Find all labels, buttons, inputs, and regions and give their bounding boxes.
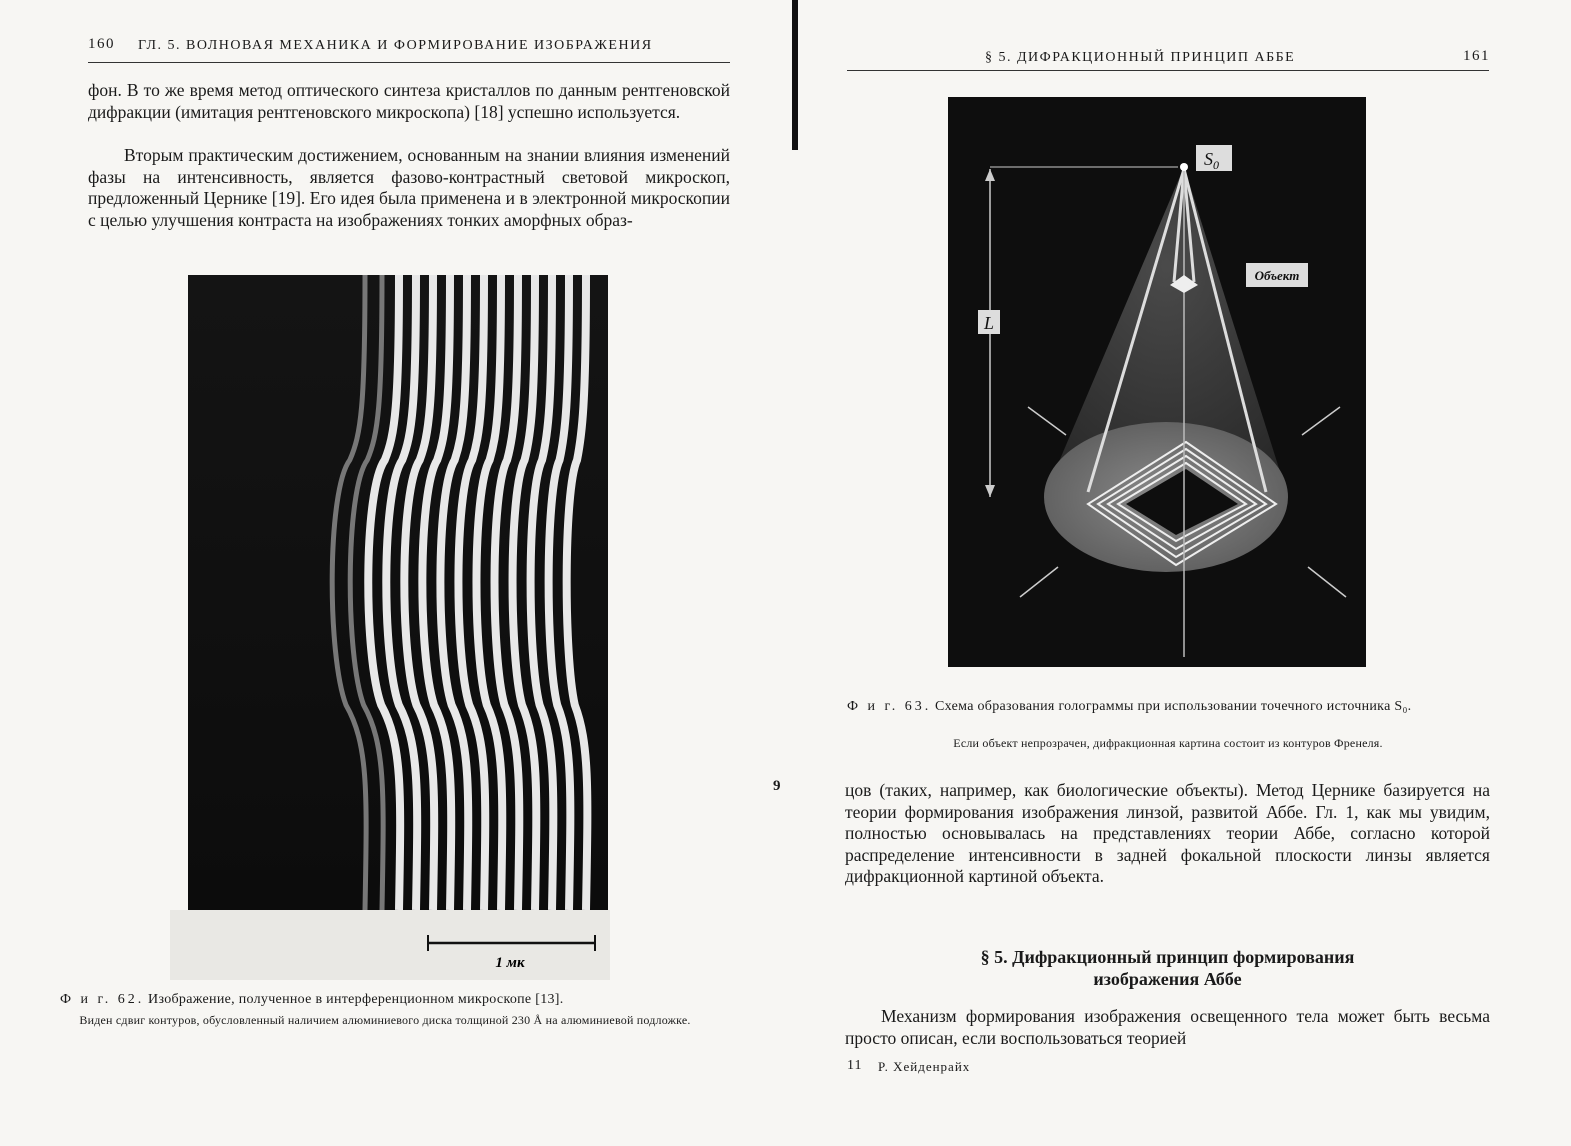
section-title-line-2: изображения Аббе <box>1093 969 1242 989</box>
figure-62-caption-text: Изображение, полученное в интерференционном микроскопе [13]. <box>148 992 564 1007</box>
scale-area <box>170 910 610 980</box>
left-page <box>0 0 785 1146</box>
running-title-right: § 5. ДИФРАКЦИОННЫЙ ПРИНЦИП АББЕ <box>985 50 1296 65</box>
figure-62-subcaption: Виден сдвиг контуров, обусловленный наличием алюминиевого диска толщиной 230 Å на алюминиевой подложке. <box>79 1013 691 1027</box>
section-title-line-1: § 5. Дифракционный принцип формирования <box>980 947 1355 967</box>
object-label: Объект <box>1254 268 1300 283</box>
footer-signature-number: 11 <box>847 1058 863 1073</box>
paragraph-1: фон. В то же время метод оптического синтеза кристаллов по данным рентгеновской дифракции (имитация рентгеновского микроскопа) [18] успешно используется. <box>88 80 730 122</box>
figure-63-caption-text: Схема образования голограммы при использовании точечного источника S₀. <box>935 699 1412 714</box>
paragraph-2: Вторым практическим достижением, основанным на знании влияния изменений фазы на интенсивность, является фазово-контрастный световой микроскоп, предложенный Цернике [19]. Его идея была применена и в электронной микроскопии с целью улучшения контраста на изображениях тонких аморфных образ- <box>88 145 730 230</box>
scale-label: 1 мк <box>495 955 525 971</box>
figure-62-image <box>170 275 610 980</box>
figure-63-caption-label: Ф и г. 63. <box>847 699 932 714</box>
paragraph-4: Механизм формирования изображения освещенного тела может быть весьма просто описан, если воспользоваться теорией <box>845 1006 1490 1048</box>
figure-63-image <box>948 97 1366 667</box>
header-rule-right <box>847 70 1489 71</box>
figure-63-caption <box>847 699 1489 715</box>
page-number-right: 161 <box>1463 48 1490 64</box>
figure-62-caption-label: Ф и г. 62. <box>60 992 145 1007</box>
distance-label: L <box>983 313 995 333</box>
page-number-left: 160 <box>88 36 115 52</box>
point-source <box>1180 163 1188 171</box>
figure-63-subcaption: Если объект непрозрачен, дифракционная картина состоит из контуров Френеля. <box>953 736 1383 750</box>
paragraph-3: цов (таких, например, как биологические объекты). Метод Цернике базируется на теории формирования изображения линзой, развитой Аббе. Гл. 1, как мы увидим, полностью основывалась на представлениях теории Аббе, согласно которой распределение интенсивности в задней фокальной плоскости линзы является дифракционной картиной объекта. <box>845 780 1490 886</box>
margin-mark: 9 <box>773 778 781 794</box>
header-rule-left <box>88 62 730 63</box>
running-title-left: ГЛ. 5. ВОЛНОВАЯ МЕХАНИКА И ФОРМИРОВАНИЕ ИЗОБРАЖЕНИЯ <box>138 38 653 53</box>
figure-62-caption <box>60 992 710 1008</box>
footer-author: Р. Хейденрайх <box>878 1059 971 1074</box>
right-page <box>773 0 1571 1146</box>
source-label: $S_0$ <box>1204 149 1219 172</box>
